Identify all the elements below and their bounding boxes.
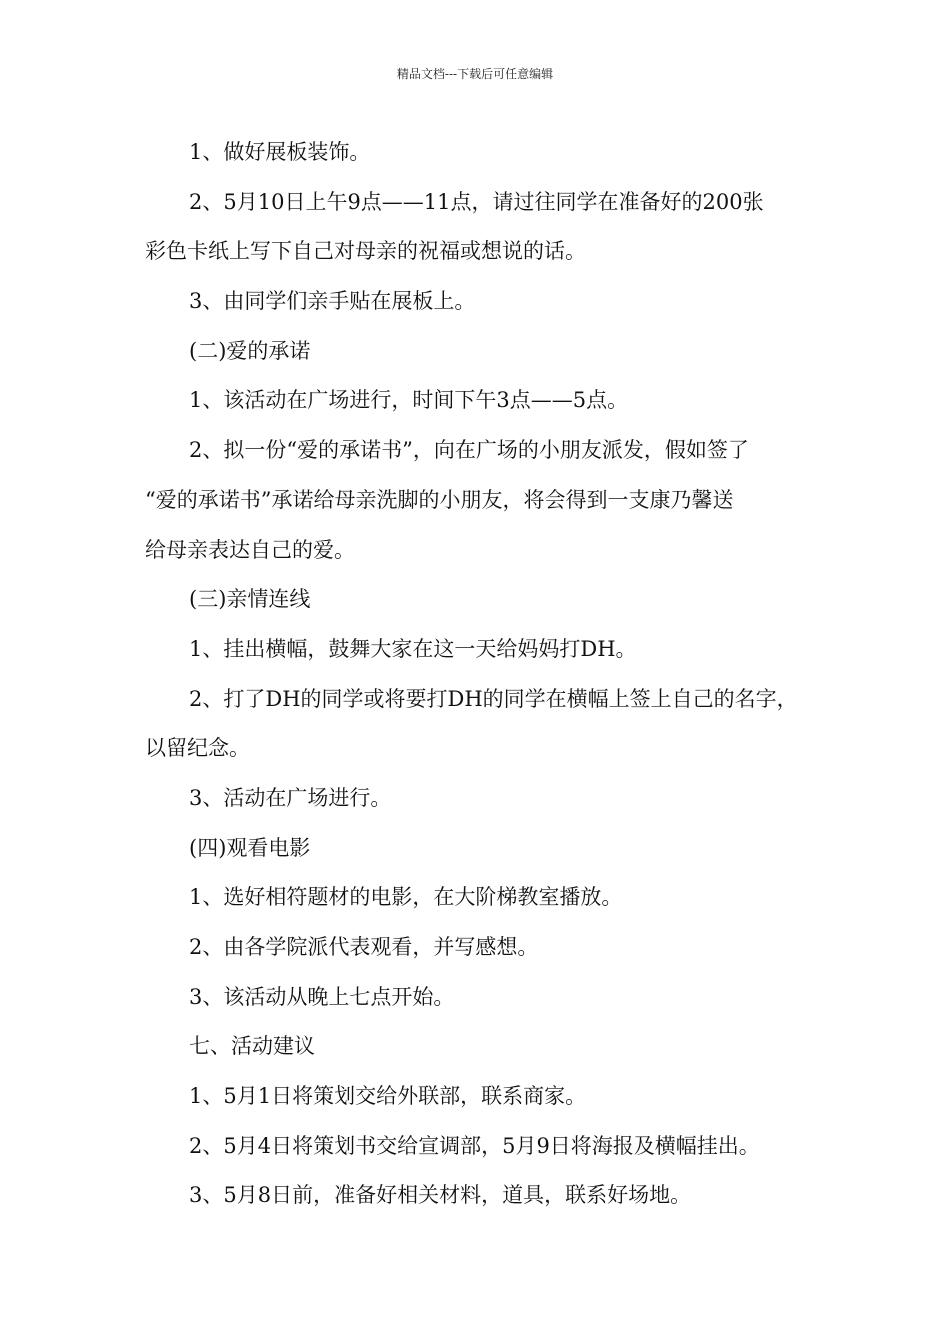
paragraph-line: 3、5月8日前，准备好相关材料，道具，联系好场地。 — [189, 1183, 692, 1208]
section-heading: 七、活动建议 — [189, 1034, 315, 1059]
paragraph-line: 彩色卡纸上写下自己对母亲的祝福或想说的话。 — [145, 239, 586, 264]
paragraph-line: 2、5月10日上午9点——11点，请过往同学在准备好的200张 — [189, 189, 764, 214]
section-heading: (三)亲情连线 — [189, 587, 311, 612]
paragraph-line: 1、做好展板装饰。 — [189, 140, 371, 164]
paragraph-line: 1、挂出横幅，鼓舞大家在这一天给妈妈打DH。 — [189, 636, 637, 661]
section-heading: (四)观看电影 — [189, 835, 311, 860]
paragraph-line: “爱的承诺书”承诺给母亲洗脚的小朋友，将会得到一支康乃馨送 — [145, 487, 734, 512]
paragraph-line: 2、由各学院派代表观看，并写感想。 — [189, 935, 539, 959]
paragraph-line: 以留纪念。 — [145, 736, 250, 761]
paragraph-line: 1、该活动在广场进行，时间下午3点——5点。 — [189, 388, 629, 413]
paragraph-line: 2、打了DH的同学或将要打DH的同学在横幅上签上自己的名字， — [189, 686, 798, 711]
page-header: 精品文档---下载后可任意编辑 — [396, 67, 554, 81]
paragraph-line: 给母亲表达自己的爱。 — [145, 537, 355, 562]
paragraph-line: 3、活动在广场进行。 — [189, 785, 392, 810]
paragraph-line: 2、拟一份“爱的承诺书”，向在广场的小朋友派发，假如签了 — [189, 438, 749, 463]
paragraph-line: 3、该活动从晚上七点开始。 — [189, 984, 455, 1009]
document-body — [145, 128, 835, 1221]
paragraph-line: 3、由同学们亲手贴在展板上。 — [189, 289, 476, 314]
paragraph-line: 2、5月4日将策划书交给宣调部，5月9日将海报及横幅挂出。 — [189, 1133, 760, 1158]
paragraph-line: 1、选好相符题材的电影，在大阶梯教室播放。 — [189, 885, 623, 910]
section-heading: (二)爱的承诺 — [189, 338, 311, 363]
paragraph-line: 1、5月1日将策划交给外联部，联系商家。 — [189, 1084, 587, 1109]
